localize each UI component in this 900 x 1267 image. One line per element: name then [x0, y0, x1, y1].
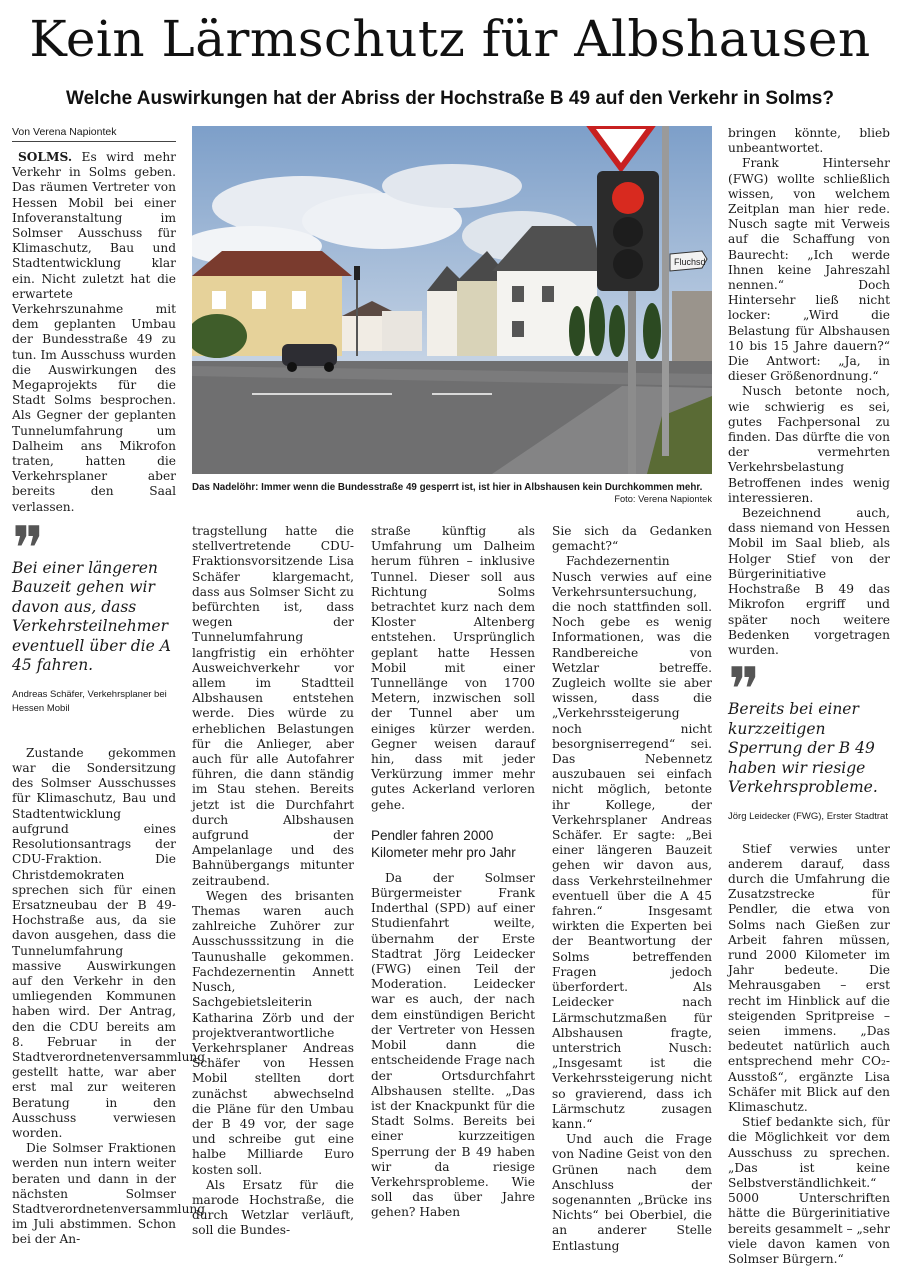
- paragraph: Und auch die Frage von Nadine Geist von den Grünen nach dem Anschluss der sogenannten „Brücke ins Nichts“ bei Oberbiel, die an anderer Stelle Entlastung: [552, 1132, 712, 1253]
- quote-mark-icon: ❞: [12, 513, 45, 584]
- paragraph: Da der Solmser Bürgermeister Frank Inderthal (SPD) auf einer Studienfahrt weilte, übernahm der Erste Stadtrat Jörg Leidecker (FWG) einen Teil der Moderation. Leidecker war es auch, der nach dem einstündigen Bericht der Vertreter von Hessen Mobil dann die entscheidende Frage nach der Ortsdurchfahrt Albshausen stellte. „Das ist der Knackpunkt für die Stadt Solms. Bereits bei einer kurzzeitigen Sperrung der B 49 haben wir da riesige Verkehrsprobleme. Wie soll das über Jahre gehen? Haben: [371, 870, 535, 1220]
- street-sign-text: Fluchsd: [674, 257, 706, 267]
- pull-quote-1: [12, 513, 176, 716]
- article-column-5: [728, 126, 890, 1267]
- paragraph: Zustande gekommen war die Sondersitzung des Solmser Ausschusses für Klimaschutz, Bau und Stadtentwicklung aufgrund eines Resolutionsantrags der CDU-Fraktion. Die Christdemokraten sprechen sich für einen Ersatzneubau der B 49-Hochstraße aus, da sie davon ausgehen, dass die Tunnelumfahrung massive Auswirkungen auf den Verkehr in den umliegenden Kommunen haben wird. Der Antrag, den die CDU bereits am 8. Februar in der Stadtverordnetenversammlung gestellt hatte, war aber erst mal zur weiteren Beratung in den Ausschuss verwiesen worden.: [12, 745, 206, 1140]
- street-photo-image: [192, 126, 712, 474]
- paragraph: Sie sich da Gedanken gemacht?“: [552, 524, 712, 554]
- paragraph: Als Ersatz für die marode Hochstraße, die durch Wetzlar verläuft, soll die Bundes-: [192, 1177, 354, 1238]
- paragraph: straße künftig als Umfahrung um Dalheim herum führen – inklusive Tunnel. Dieser soll aus Richtung Solms betrachtet kurz nach dem Kloster Altenberg entstehen. Ursprünglich geplant hatte Hessen Mobil mit einer Tunnellänge von 1700 Metern, inzwischen soll der Tunnel aber um einiges kürzer werden. Gegner weisen darauf hin, dass mit jeder Verkürzung immer mehr gutes Ackerland verloren gehe.: [371, 524, 535, 812]
- section-subhead: Pendler fahren 2000 Kilometer mehr pro Jahr: [371, 827, 516, 860]
- paragraph: Die Solmser Fraktionen werden nun intern weiter beraten und dann in der nächsten Solmser Stadtverordnetenversammlung im Juli abstimmen. Schon bei der An-: [12, 1141, 206, 1247]
- pull-quote-2: [728, 655, 890, 824]
- article-photo: [192, 126, 712, 474]
- headline: Kein Lärmschutz für Albshausen: [29, 10, 871, 68]
- quote-mark-icon: ❞: [728, 655, 761, 726]
- author-byline: Von Verena Napiontek: [12, 126, 176, 142]
- article-column-4: [552, 524, 712, 1254]
- article-column-2: [192, 524, 354, 1239]
- paragraph: Wegen des brisanten Themas waren auch zahlreiche Zuhörer zur Ausschusssitzung in die Taunushalle gekommen. Fachdezernentin Annett Nusch, Sachgebietsleiterin Katharina Zörb und der projektverantwortliche Verkehrsplaner Andreas Schäfer von Hessen Mobil stellten dort zunächst abwechselnd die Pläne für den Umbau der B 49 vor, der sage und schreibe gut eine halbe Milliarde Euro kosten soll.: [192, 888, 354, 1177]
- paragraph: Nusch betonte noch, wie schwierig es sei, gutes Fachpersonal zu finden. Das dürfte die von der vermehrten Verkehrsbelastung Betroffenen indes wenig interessieren.: [728, 384, 890, 505]
- article-column-1: [12, 150, 206, 1248]
- photo-credit: Foto: Verena Napiontek: [614, 494, 712, 504]
- paragraph: Frank Hintersehr (FWG) wollte schließlich wissen, von welchem Zeitplan man hier rede. Nusch sagte mit Verweis auf die Schaffung von Baurecht: „Ich werde Ihnen keine Jahreszahl nennen.“ Doch Hintersehr ließ nicht locker: „Wird die Belastung für Albshausen 10 bis 15 Jahre dauern?“ Die Antwort: „Ja, in dieser Größenordnung.“: [728, 156, 890, 384]
- paragraph: tragstellung hatte die stellvertretende CDU-Fraktionsvorsitzende Lisa Schäfer klargemacht, dass aus Solmser Sicht zu befürchten ist, dass wegen der Tunnelumfahrung langfristig ein erhöhter Ausweichverkehr vor allem im Stadtteil Albshausen entstehen werde. Dies würde zu erheblichen Belastungen für die Anlieger, aber auch für alle Autofahrer führen, die dann ständig im Stau stehen. Bereits jetzt ist die Durchfahrt durch Albshausen aufgrund der Ampelanlage und des Bahnübergangs mitunter zeitraubend.: [192, 524, 354, 888]
- lead-paragraph: [12, 150, 176, 515]
- lead-text: Es wird mehr Verkehr in Solms geben. Das räumen Vertreter von Hessen Mobil bei einer Infoveranstaltung im Solmser Ausschuss für Klimaschutz, Bau und Stadtentwicklung klar ein. Nicht zuletzt hat die erwartete Verkehrszunahme mit dem geplanten Umbau der Bundesstraße 49 zu tun. Im Ausschuss wurden die Auswirkungen des Megaprojekts für die Stadt Solms besprochen. Als Gegner der geplanten Tunnelumfahrung um Dalheim ans Mikrofon traten, hatten die Verkehrsplaner aber bereits den Saal verlassen.: [12, 150, 176, 514]
- paragraph: bringen könnte, blieb unbeantwortet.: [728, 126, 890, 156]
- paragraph: Stief verwies unter anderem darauf, dass durch die Umfahrung die Zusatzstrecke für Pendler, die etwa von Solms nach Gießen zur Arbeit fahren müssen, rund 2000 Kilometer im Jahr bedeute. Die Mehrausgaben – erst recht im Hinblick auf die steigenden Spritpreise – seien immens. „Das bedeutet natürlich auch entsprechend mehr CO₂-Ausstoß“, ergänzte Lisa Schäfer mit Blick auf den Klimaschutz.: [728, 841, 890, 1115]
- dateline: SOLMS.: [18, 150, 73, 164]
- paragraph: Stief bedankte sich, für die Möglichkeit vor dem Ausschuss zu sprechen. „Das ist keine Selbstverständlichkeit.“ 5000 Unterschriften hätte die Bürgerinitiative bereits gesammelt – „sehr viele davon kamen von Solmser Bürgern.“: [728, 1115, 890, 1267]
- paragraph: Bezeichnend auch, dass niemand von Hessen Mobil im Saal blieb, als Holger Stief von der Bürgerinitiative Hochstraße B 49 das Mikrofon ergriff und später noch weitere Bedenken vorgetragen wurden.: [728, 506, 890, 657]
- pull-quote-2-source: Jörg Leidecker (FWG), Erster Stadtrat: [728, 810, 888, 822]
- subheadline: Welche Auswirkungen hat der Abriss der Hochstraße B 49 auf den Verkehr in Solms?: [66, 88, 834, 109]
- pull-quote-1-source: Andreas Schäfer, Verkehrsplaner bei Hessen Mobil: [12, 688, 167, 714]
- article-column-3: [371, 524, 535, 1221]
- photo-caption: Das Nadelöhr: Immer wenn die Bundesstraße 49 gesperrt ist, ist hier in Albshausen kein Durchkommen mehr.: [192, 482, 703, 493]
- pull-quote-1-text: Bei einer längeren Bauzeit gehen wir davon aus, dass Verkehrsteilnehmer eventuell über die A 45 fahren.: [12, 558, 171, 675]
- paragraph: Fachdezernentin Nusch verwies auf eine Verkehrsuntersuchung, die noch stattfinden soll. Noch gebe es wenig Informationen, was die Randbereiche von Wetzlar betreffe. Zugleich wollte sie aber wissen, dass die „Verkehrssteigerung noch nicht besorgniserregend“ sei. Das Nebennetz auszubauen sei einfach nicht möglich, betonte ihr Kollege, der Verkehrsplaner Andreas Schäfer. Er sagte: „Bei einer längeren Bauzeit gehen wir davon aus, dass Verkehrsteilnehmer eventuell über die A 45 fahren.“ Insgesamt wirkten die Experten bei der Beantwortung der Solms betreffenden Fragen jedoch überfordert. Als Leidecker nach Lärmschutzmaßen für Albshausen fragte, unterstrich Nusch: „Insgesamt ist die Verkehrssteigerung nicht so gravierend, dass ich Lärmschutz zusagen kann.“: [552, 554, 712, 1131]
- pull-quote-2-text: Bereits bei einer kurzzeitigen Sperrung der B 49 haben wir riesige Verkehrsprobleme.: [728, 700, 878, 797]
